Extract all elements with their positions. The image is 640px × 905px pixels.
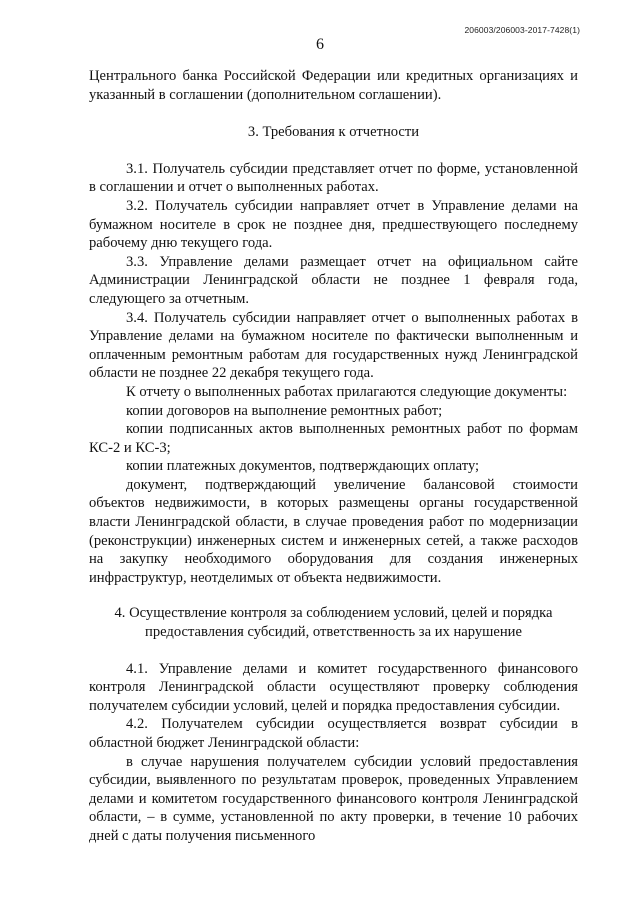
paragraph-continuation: Центрального банка Российской Федерации или кредитных организациях и указанный в соглашении (дополнительном соглашении). xyxy=(89,68,578,103)
paragraph-attachments-intro: К отчету о выполненных работах прилагаются следующие документы: xyxy=(126,383,568,400)
paragraph-4-1: 4.1. Управление делами и комитет государственного финансового контроля Ленинградской области осуществляют проверку соблюдения получателем субсидии условий, целей и порядка предоставления субсидии. xyxy=(89,660,578,714)
list-item-balance-document: документ, подтверждающий увеличение балансовой стоимости объектов недвижимости, в которых размещены органы государственной власти Ленинградской области, в случае проведения работ по модернизации (реконструкции) инженерных систем и инженерных сетей, а также расходов на закупку необходимого оборудования для создания инженерных инфраструктур, неотделимых от объекта недвижимости. xyxy=(89,476,578,586)
list-item-acts: копии подписанных актов выполненных ремонтных работ по формам КС-2 и КС-3; xyxy=(89,421,578,456)
paragraph-4-2: 4.2. Получателем субсидии осуществляется возврат субсидии в областной бюджет Ленинградской области: xyxy=(89,716,578,751)
section-4-heading-line-2: предоставления субсидий, ответственность за их нарушение xyxy=(145,624,522,641)
section-3-heading: 3. Требования к отчетности xyxy=(247,124,420,141)
paragraph-refund-case: в случае нарушения получателем субсидии условий предоставления субсидии, выявленного по результатам проверок, проведенных Управлением делами и комитетом государственного финансового контроля Ленинградской области, – в сумме, установленной по акту проверки, в течение 10 рабочих дней с даты получения письменного xyxy=(89,753,578,844)
list-item-payments: копии платежных документов, подтверждающих оплату; xyxy=(126,458,480,475)
section-4-heading-line-1: 4. Осуществление контроля за соблюдением условий, целей и порядка xyxy=(114,605,553,622)
paragraph-3-2: 3.2. Получатель субсидии направляет отчет в Управление делами на бумажном носителе в срок не позднее дня, предшествующего последнему рабочему дню текущего года. xyxy=(89,197,578,252)
list-item-contracts: копии договоров на выполнение ремонтных работ; xyxy=(126,402,443,419)
document-id: 206003/206003-2017-7428(1) xyxy=(464,25,580,35)
paragraph-3-4: 3.4. Получатель субсидии направляет отчет о выполненных работах в Управление делами на бумажном носителе по фактически выполненным и оплаченным ремонтным работам для государственных нужд Ленинградской области не позднее 22 декабря текущего года. xyxy=(89,309,578,382)
document-body xyxy=(89,67,578,846)
paragraph-3-3: 3.3. Управление делами размещает отчет на официальном сайте Администрации Ленинградской области не позднее 1 февраля года, следующего за отчетным. xyxy=(89,253,578,307)
page-number: 6 xyxy=(316,36,324,53)
paragraph-3-1: 3.1. Получатель субсидии представляет отчет по форме, установленной в соглашении и отчет о выполненных работах. xyxy=(89,160,578,196)
